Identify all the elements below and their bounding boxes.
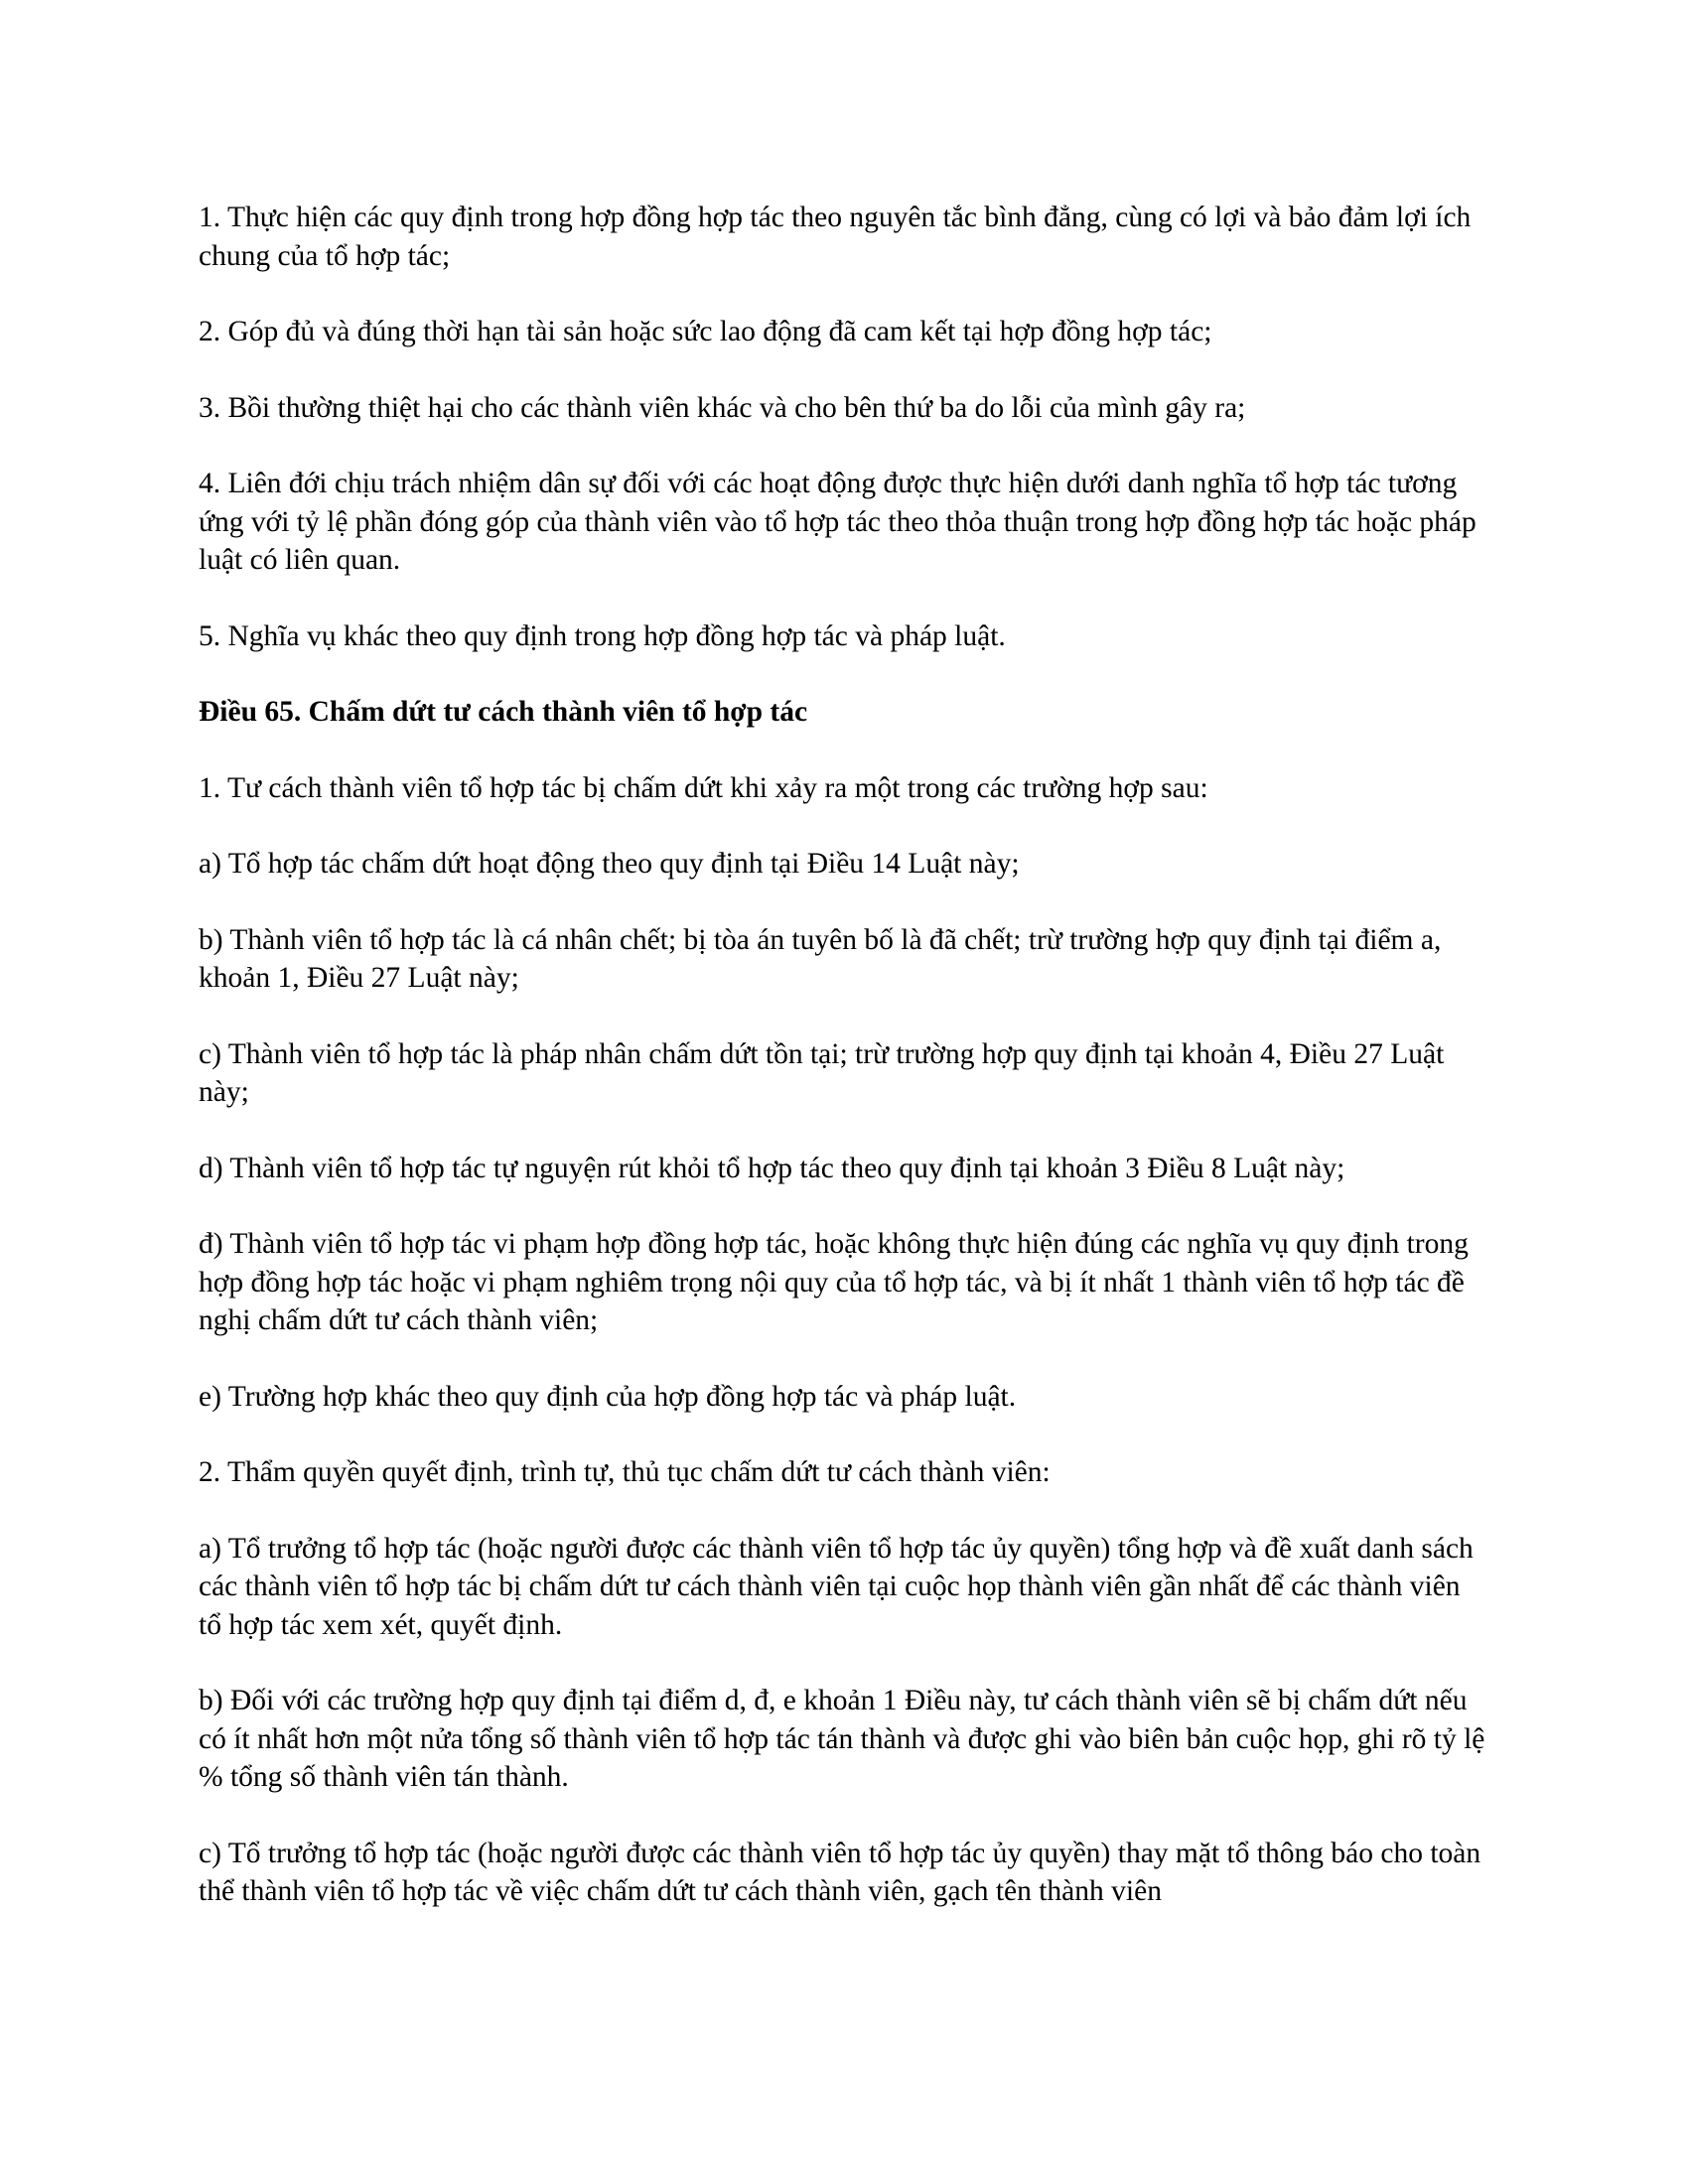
point-d-paragraph: d) Thành viên tổ hợp tác tự nguyện rút khỏi tổ hợp tác theo quy định tại khoản 3 Điều 8 Luật này;	[199, 1152, 1345, 1184]
article-65-heading: Điều 65. Chấm dứt tư cách thành viên tổ hợp tác	[199, 696, 808, 728]
clause-2-point-a: a) Tổ trưởng tổ hợp tác (hoặc người được các thành viên tổ hợp tác ủy quyền) tổng hợp và đề xuất danh sách các thành viên tổ hợp tác bị chấm dứt tư cách thành viên tại cuộc họp thành viên gần nhất để các thành viên tổ hợp tác xem xét, quyết định.	[199, 1532, 1474, 1641]
clause-4-paragraph: 4. Liên đới chịu trách nhiệm dân sự đối với các hoạt động được thực hiện dưới danh nghĩa tổ hợp tác tương ứng với tỷ lệ phần đóng góp của thành viên vào tổ hợp tác theo thỏa thuận trong hợp đồng hợp tác hoặc pháp luật có liên quan.	[199, 468, 1477, 576]
point-dd-paragraph: đ) Thành viên tổ hợp tác vi phạm hợp đồng hợp tác, hoặc không thực hiện đúng các nghĩa vụ quy định trong hợp đồng hợp tác hoặc vi phạm nghiêm trọng nội quy của tổ hợp tác, và bị ít nhất 1 thành viên tổ hợp tác đề nghị chấm dứt tư cách thành viên;	[199, 1228, 1469, 1336]
clause-3-paragraph: 3. Bồi thường thiệt hại cho các thành viên khác và cho bên thứ ba do lỗi của mình gây ra;	[199, 391, 1246, 424]
clause-2-point-b: b) Đối với các trường hợp quy định tại điểm d, đ, e khoản 1 Điều này, tư cách thành viên sẽ bị chấm dứt nếu có ít nhất hơn một nửa tổng số thành viên tổ hợp tác tán thành và được ghi vào biên bản cuộc họp, ghi rõ tỷ lệ % tổng số thành viên tán thành.	[199, 1685, 1485, 1793]
point-b-paragraph: b) Thành viên tổ hợp tác là cá nhân chết; bị tòa án tuyên bố là đã chết; trừ trường hợp quy định tại điểm a, khoản 1, Điều 27 Luật này;	[199, 923, 1442, 994]
clause-5-paragraph: 5. Nghĩa vụ khác theo quy định trong hợp đồng hợp tác và pháp luật.	[199, 619, 1006, 652]
article-65-clause-2: 2. Thẩm quyền quyết định, trình tự, thủ tục chấm dứt tư cách thành viên:	[199, 1456, 1051, 1488]
point-c-paragraph: c) Thành viên tổ hợp tác là pháp nhân chấm dứt tồn tại; trừ trường hợp quy định tại khoản 4, Điều 27 Luật này;	[199, 1037, 1445, 1108]
clause-2-paragraph: 2. Góp đủ và đúng thời hạn tài sản hoặc sức lao động đã cam kết tại hợp đồng hợp tác;	[199, 316, 1212, 347]
point-e-paragraph: e) Trường hợp khác theo quy định của hợp đồng hợp tác và pháp luật.	[199, 1380, 1017, 1413]
article-65-clause-1: 1. Tư cách thành viên tổ hợp tác bị chấm dứt khi xảy ra một trong các trường hợp sau:	[199, 771, 1208, 804]
point-a-paragraph: a) Tổ hợp tác chấm dứt hoạt động theo quy định tại Điều 14 Luật này;	[199, 848, 1020, 880]
clause-2-point-c: c) Tổ trưởng tổ hợp tác (hoặc người được các thành viên tổ hợp tác ủy quyền) thay mặt tổ thông báo cho toàn thể thành viên tổ hợp tác về việc chấm dứt tư cách thành viên, gạch tên thành viên	[199, 1837, 1481, 1907]
document-page	[199, 199, 1489, 1949]
clause-1-paragraph: 1. Thực hiện các quy định trong hợp đồng hợp tác theo nguyên tắc bình đẳng, cùng có lợi và bảo đảm lợi ích chung của tổ hợp tác;	[199, 202, 1472, 272]
